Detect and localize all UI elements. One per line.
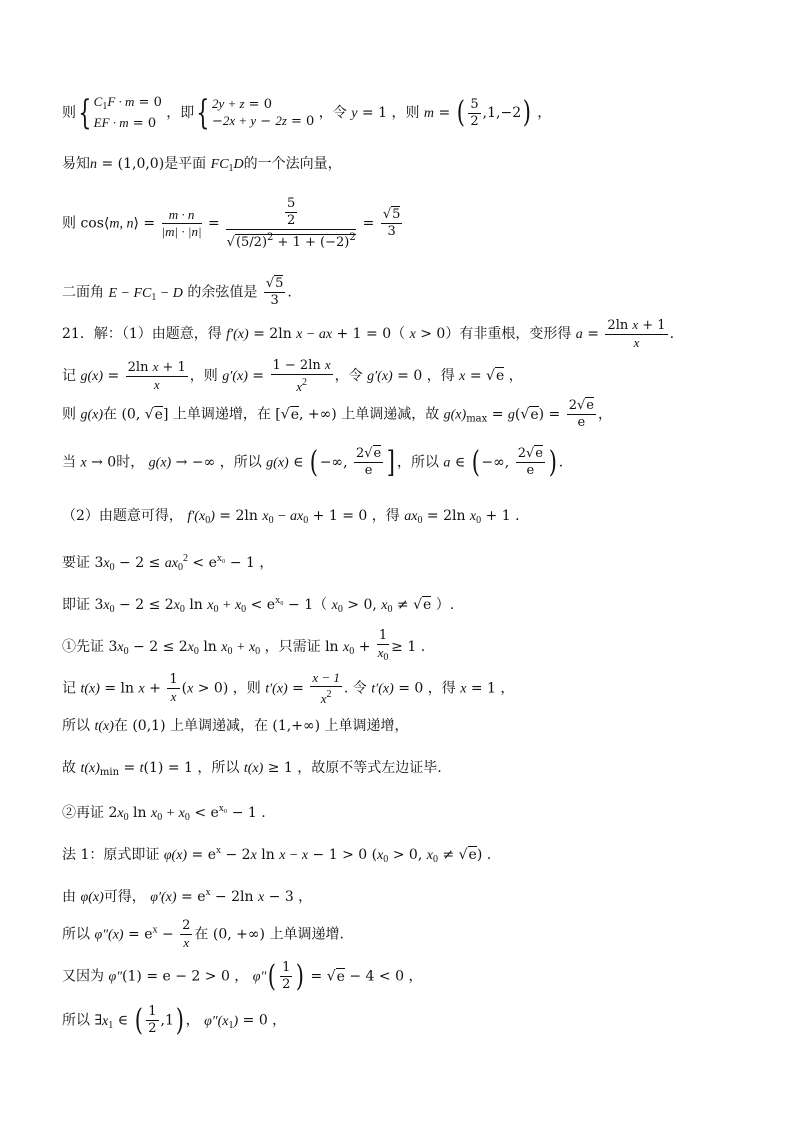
text-line-5: 21．解：（1）由题意，得 f′(x) = 2ln x − ax + 1 = 0（ x > 0）有非重根，变形得 a = $\frac{\text{2ln x + 1}}{x}$ . — [62, 317, 675, 350]
text-line-6: 记 g(x) = $\frac{\text{2ln x + 1}}{x}$ ，则 g′(x) = $\frac{\text{1 − 2ln x}}{x^2}$ ，令 g′(x) = 0 ，得 x = √e ， — [62, 357, 523, 394]
text-line-10: 要证 $3x_0 - 2 \le ax_0^2 < e^{x_0} - 1$ ， — [62, 553, 274, 573]
text-line-19: 所以 $\varphi''(x) = e^x$ − $\frac{2}{x}$ 在 (0, +∞) 上单调递增. — [62, 918, 344, 950]
text-line-3: 则 cos⟨m, n⟩ = $\frac{m \cdot n}{|m| \cdot |n|}$ = $\frac{\frac{5}{2}}{√(5/2)^2 + 1 + (-2)^2}$ = $\frac{√5}{3}$ — [62, 196, 401, 250]
text-line-2: 易知n = (1,0,0)是平面 $FC_1D$的一个法向量， — [62, 156, 342, 174]
text-line-16: ②再证 $2x_0$ $\ln x_0 + x_0 < e^{x_0} - 1$ . — [62, 803, 266, 823]
text-line-7: 则 g(x)在 (0, √e] 上单调递增，在 [√e, +∞) 上单调递减，故 $g(x)_{max} = g(√e)$ = $\frac{2√e}{e}$ ， — [62, 398, 612, 430]
text-line-15: 故 $t(x)_{min} = t(1) = 1$ ，所以 t(x) ≥ 1 ，故原不等式左边证毕. — [62, 760, 442, 778]
text-line-8: 当 x → 0时， g(x) → −∞ ，所以 g(x) ∈ ( −∞, $\frac{2√e}{e}$ ] ，所以 a ∈ ( −∞, $\frac{2√e}{e}$ ) . — [62, 444, 564, 480]
text-line-13: 记 t(x) = ln x + $\frac{1}{x}$ (x > 0) ，则 t′(x) = $\frac{x - 1}{x^2}$ . 令 t′(x) = 0 ，得 x = 1 ， — [62, 670, 515, 706]
text-line-9: （2）由题意可得， $f'(x_0) = 2\ln$ $x_0 - ax_0 + 1 = 0$ ，得 $ax_0 = 2\ln$ $x_0 + 1$ . — [62, 508, 520, 526]
text-line-20: 又因为 φ″(1) = e − 2 > 0 ， φ″( $\frac{1}{2}$ ) = √e − 4 < 0 ， — [62, 958, 423, 994]
text-line-17: 法 1：原式即证 $\varphi(x) = e^x - 2x$ ln x − x − 1 > 0 ($x_0 > 0$, $x_0 \ne √e$) . — [62, 845, 492, 865]
text-line-4: 二面角 $E - FC_1 - D$ 的余弦值是 $\frac{√5}{3}$ . — [62, 276, 292, 308]
text-line-14: 所以 t(x)在 (0,1) 上单调递减，在 (1,+∞) 上单调递增， — [62, 718, 409, 734]
text-line-21: 所以 $\exists x_1$ ∈ ( $\frac{1}{2}$ ,1) ， $\varphi''(x_1) = 0$ ， — [62, 1002, 287, 1038]
text-line-18: 由 φ(x)可得， $\varphi'(x) = e^x - 2\ln$ x − 3 ， — [62, 887, 313, 905]
text-line-11: 即证 $3x_0 - 2 \le 2x_0$ $\ln x_0 + x_0 < e^{x_0} - 1$（ $x_0 > 0$, $x_0 \ne √e$ ）. — [62, 595, 455, 615]
text-line-1: 则{ $C_1F \cdot m = 0$ EF · m = 0 ，即{ 2y + z = 0 −2x + y − 2z = 0 ，令 y = 1 ，则 m = ( $\frac{5}{2}$ ,1,−2) ， — [62, 93, 552, 133]
text-line-12: ①先证 $3x_0 - 2 \le 2x_0$ $\ln x_0 + x_0$ ，只需证 $\ln x_0$ + $\frac{1}{x_0}$ ≥ 1 . — [62, 628, 426, 663]
